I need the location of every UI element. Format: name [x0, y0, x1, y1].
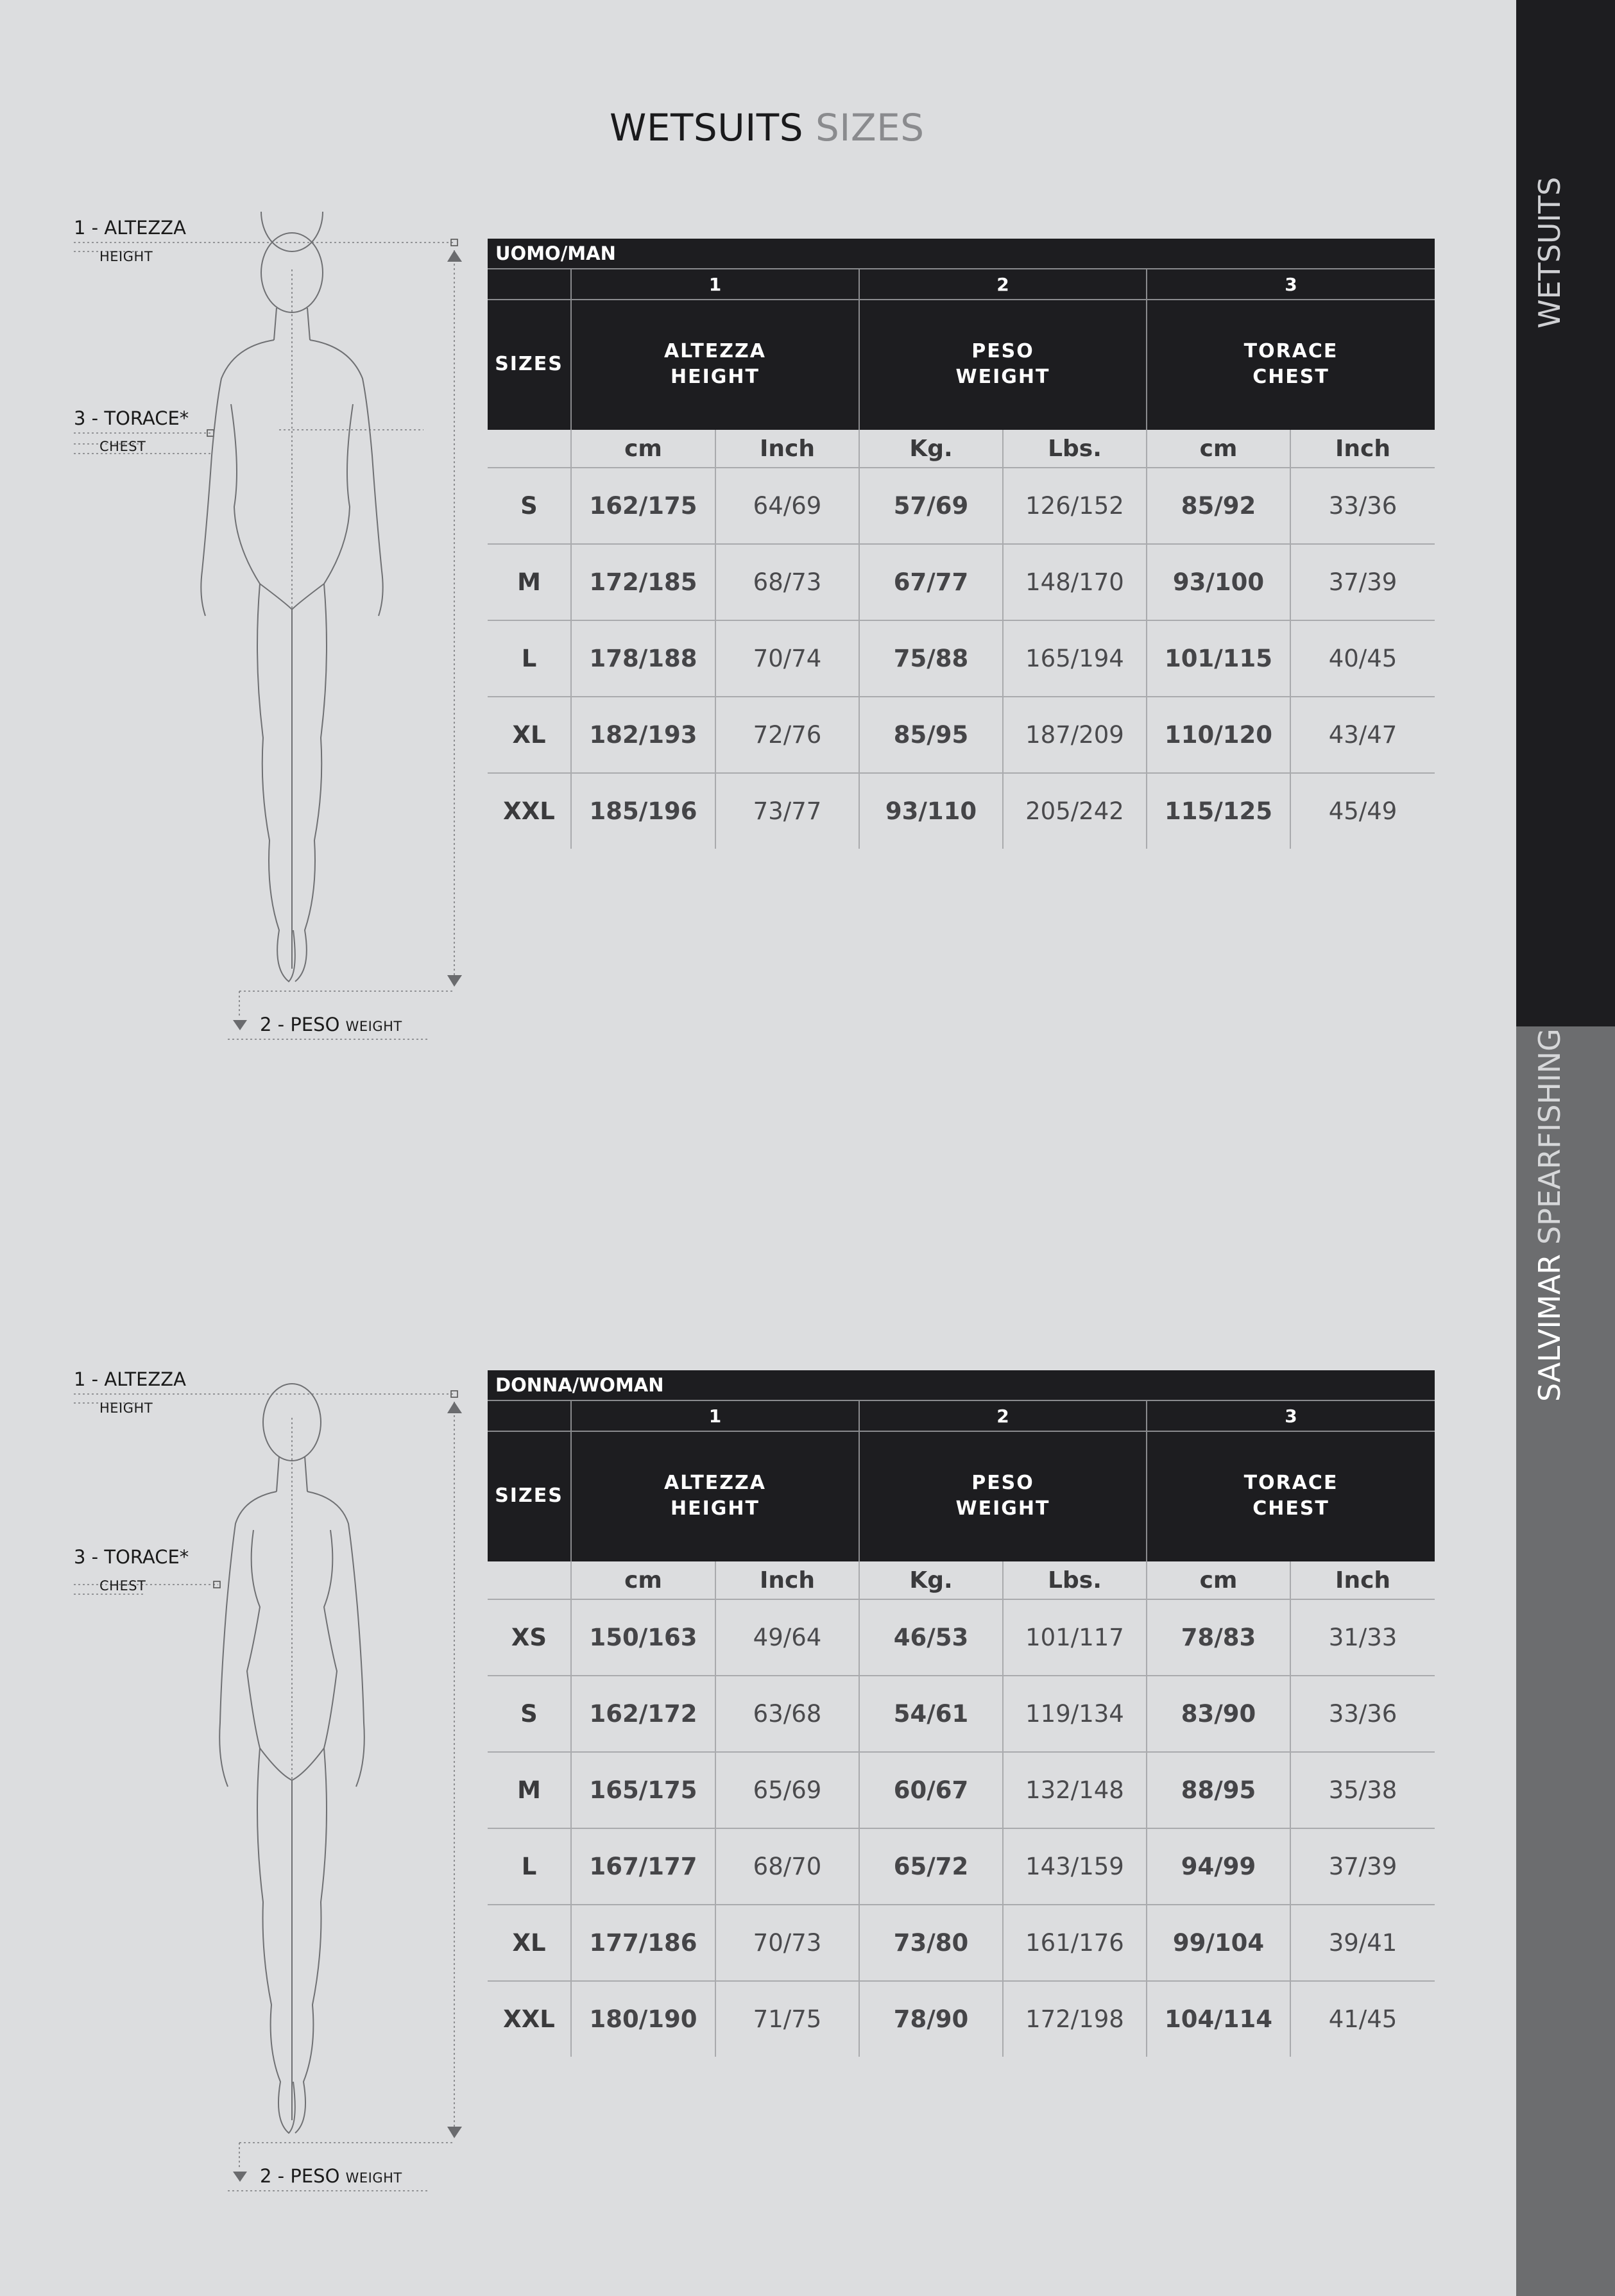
- weight-kg-cell: 54/61: [859, 1676, 1003, 1752]
- weight-kg-cell: 60/67: [859, 1752, 1003, 1828]
- sidebar-top-band: [1516, 0, 1615, 1026]
- weight-label-en: WEIGHT: [345, 1019, 402, 1034]
- weight-kg-cell: 85/95: [859, 697, 1003, 773]
- chest-sublabel: CHEST: [99, 1578, 146, 1594]
- chest-inch-cell: 33/36: [1290, 468, 1435, 544]
- col-number-3: 3: [1147, 269, 1435, 300]
- size-cell: S: [488, 1676, 571, 1752]
- height-inch-cell: 70/74: [715, 620, 859, 697]
- weight-header-it: PESO: [971, 340, 1034, 362]
- chest-header: [1147, 1431, 1435, 1561]
- sidebar-brand-label: [1532, 1028, 1567, 1402]
- man-figure: [67, 212, 472, 1046]
- height-header-en: HEIGHT: [671, 366, 760, 388]
- size-cell: XXL: [503, 2005, 555, 2033]
- weight-header: [859, 300, 1147, 429]
- table-row: [488, 620, 1435, 697]
- chest-cm-cell: 101/115: [1147, 620, 1290, 697]
- chest-cm-cell: 104/114: [1147, 1981, 1290, 2057]
- height-cm-cell: 172/185: [571, 544, 715, 620]
- weight-header: [859, 1431, 1147, 1561]
- sizes-header: SIZES: [488, 300, 571, 429]
- height-cm-cell: 180/190: [571, 1981, 715, 2057]
- chest-inch-cell: 45/49: [1290, 773, 1435, 849]
- chest-cm-cell: 110/120: [1147, 697, 1290, 773]
- unit-spacer: [488, 1561, 571, 1599]
- unit-cm: cm: [1147, 1561, 1290, 1599]
- weight-lbs-cell: 126/152: [1003, 468, 1147, 544]
- weight-lbs-cell: 119/134: [1003, 1676, 1147, 1752]
- height-inch-cell: 63/68: [715, 1676, 859, 1752]
- height-label: 1 - ALTEZZA: [74, 1368, 186, 1390]
- unit-inch: Inch: [1290, 429, 1435, 468]
- sidebar-section-label: WETSUITS: [1532, 176, 1567, 328]
- weight-label-en: WEIGHT: [345, 2170, 402, 2186]
- size-cell: S: [488, 468, 571, 544]
- unit-lbs: Lbs.: [1003, 1561, 1147, 1599]
- unit-inch: Inch: [715, 429, 859, 468]
- man-size-table: [488, 239, 1435, 849]
- woman-figure: [67, 1363, 472, 2197]
- weight-kg-cell: 93/110: [859, 773, 1003, 849]
- chest-header-it: TORACE: [1243, 340, 1338, 362]
- chest-sublabel: CHEST: [99, 439, 146, 454]
- chest-label: 3 - TORACE*: [74, 407, 189, 429]
- size-cell: L: [488, 620, 571, 697]
- height-header-it: ALTEZZA: [663, 340, 767, 362]
- weight-kg-cell: 67/77: [859, 544, 1003, 620]
- chest-inch-cell: 33/36: [1290, 1676, 1435, 1752]
- col-number-3: 3: [1147, 1400, 1435, 1431]
- chest-cm-cell: 115/125: [1147, 773, 1290, 849]
- weight-lbs-cell: 101/117: [1003, 1599, 1147, 1676]
- weight-kg-cell: 78/90: [859, 1981, 1003, 2057]
- chest-inch-cell: 35/38: [1290, 1752, 1435, 1828]
- table-row: [488, 1676, 1435, 1752]
- weight-label-it: 2 - PESO: [260, 1014, 340, 1035]
- woman-size-table: [488, 1370, 1435, 2057]
- height-cm-cell: 178/188: [571, 620, 715, 697]
- sizes-header: SIZES: [488, 1431, 571, 1561]
- table-row: [488, 1828, 1435, 1905]
- table-row: [488, 468, 1435, 544]
- weight-lbs-cell: 143/159: [1003, 1828, 1147, 1905]
- weight-lbs-cell: 187/209: [1003, 697, 1147, 773]
- chest-inch-cell: 37/39: [1290, 1828, 1435, 1905]
- height-cm-cell: 165/175: [571, 1752, 715, 1828]
- chest-cm-cell: 99/104: [1147, 1905, 1290, 1981]
- height-inch-cell: 68/73: [715, 544, 859, 620]
- weight-lbs-cell: 132/148: [1003, 1752, 1147, 1828]
- col-number-1: 1: [571, 269, 859, 300]
- weight-header-en: WEIGHT: [955, 1497, 1050, 1520]
- unit-lbs: Lbs.: [1003, 429, 1147, 468]
- col-number-2: 2: [859, 269, 1147, 300]
- height-inch-cell: 65/69: [715, 1752, 859, 1828]
- col-number-2: 2: [859, 1400, 1147, 1431]
- height-inch-cell: 73/77: [715, 773, 859, 849]
- man-body-sketch: [67, 212, 472, 1046]
- height-inch-cell: 64/69: [715, 468, 859, 544]
- weight-label-it: 2 - PESO: [260, 2165, 340, 2187]
- weight-header-en: WEIGHT: [955, 366, 1050, 388]
- height-cm-cell: 167/177: [571, 1828, 715, 1905]
- size-cell: XL: [488, 1905, 571, 1981]
- chest-cm-cell: 94/99: [1147, 1828, 1290, 1905]
- weight-lbs-cell: 161/176: [1003, 1905, 1147, 1981]
- unit-inch: Inch: [1290, 1561, 1435, 1599]
- height-header-en: HEIGHT: [671, 1497, 760, 1520]
- height-sublabel: HEIGHT: [99, 249, 153, 264]
- brand-section: SPEARFISHING: [1532, 1028, 1567, 1245]
- table-title: DONNA/WOMAN: [488, 1370, 1435, 1400]
- chest-inch-cell: 41/45: [1290, 1981, 1435, 2057]
- chest-cm-cell: 83/90: [1147, 1676, 1290, 1752]
- height-inch-cell: 70/73: [715, 1905, 859, 1981]
- chest-header-en: CHEST: [1252, 1497, 1329, 1520]
- table-row: [488, 1905, 1435, 1981]
- height-header: [571, 300, 859, 429]
- col-spacer: [488, 1400, 571, 1431]
- weight-kg-cell: 75/88: [859, 620, 1003, 697]
- height-inch-cell: 68/70: [715, 1828, 859, 1905]
- table-row: [488, 544, 1435, 620]
- size-cell: M: [488, 1752, 571, 1828]
- height-cm-cell: 182/193: [571, 697, 715, 773]
- weight-kg-cell: 46/53: [859, 1599, 1003, 1676]
- chest-inch-cell: 39/41: [1290, 1905, 1435, 1981]
- height-cm-cell: 177/186: [571, 1905, 715, 1981]
- weight-kg-cell: 57/69: [859, 468, 1003, 544]
- col-spacer: [488, 269, 571, 300]
- weight-lbs-cell: 172/198: [1003, 1981, 1147, 2057]
- table-row: [488, 1981, 1435, 2057]
- size-cell: XL: [488, 697, 571, 773]
- height-label: 1 - ALTEZZA: [74, 217, 186, 239]
- unit-cm: cm: [571, 429, 715, 468]
- unit-spacer: [488, 429, 571, 468]
- chest-inch-cell: 31/33: [1290, 1599, 1435, 1676]
- weight-lbs-cell: 148/170: [1003, 544, 1147, 620]
- weight-label: [260, 2165, 402, 2187]
- weight-label: [260, 1014, 402, 1035]
- height-cm-cell: 150/163: [571, 1599, 715, 1676]
- height-cm-cell: 185/196: [571, 773, 715, 849]
- title-accent: SIZES: [815, 106, 925, 149]
- size-cell: XXL: [503, 797, 555, 825]
- height-sublabel: HEIGHT: [99, 1400, 153, 1416]
- height-cm-cell: 162/172: [571, 1676, 715, 1752]
- height-header: [571, 1431, 859, 1561]
- chest-cm-cell: 85/92: [1147, 468, 1290, 544]
- woman-body-sketch: [67, 1363, 472, 2197]
- chest-header-en: CHEST: [1252, 366, 1329, 388]
- chest-header: [1147, 300, 1435, 429]
- height-header-it: ALTEZZA: [663, 1472, 767, 1494]
- col-number-1: 1: [571, 1400, 859, 1431]
- brand-name: SALVIMAR: [1532, 1254, 1567, 1402]
- title-main: WETSUITS: [610, 106, 804, 149]
- chest-cm-cell: 88/95: [1147, 1752, 1290, 1828]
- table-row: [488, 773, 1435, 849]
- unit-kg: Kg.: [859, 1561, 1003, 1599]
- weight-kg-cell: 65/72: [859, 1828, 1003, 1905]
- weight-kg-cell: 73/80: [859, 1905, 1003, 1981]
- weight-lbs-cell: 165/194: [1003, 620, 1147, 697]
- chest-header-it: TORACE: [1243, 1472, 1338, 1494]
- chest-inch-cell: 37/39: [1290, 544, 1435, 620]
- height-inch-cell: 72/76: [715, 697, 859, 773]
- height-cm-cell: 162/175: [571, 468, 715, 544]
- weight-header-it: PESO: [971, 1472, 1034, 1494]
- unit-inch: Inch: [715, 1561, 859, 1599]
- chest-cm-cell: 93/100: [1147, 544, 1290, 620]
- table-row: [488, 1752, 1435, 1828]
- chest-cm-cell: 78/83: [1147, 1599, 1290, 1676]
- chest-label: 3 - TORACE*: [74, 1546, 189, 1568]
- size-cell: M: [488, 544, 571, 620]
- weight-lbs-cell: 205/242: [1003, 773, 1147, 849]
- unit-kg: Kg.: [859, 429, 1003, 468]
- chest-inch-cell: 40/45: [1290, 620, 1435, 697]
- height-inch-cell: 71/75: [715, 1981, 859, 2057]
- table-row: [488, 1599, 1435, 1676]
- size-cell: L: [488, 1828, 571, 1905]
- unit-cm: cm: [571, 1561, 715, 1599]
- chest-inch-cell: 43/47: [1290, 697, 1435, 773]
- page-title: [610, 106, 925, 149]
- size-cell: XS: [488, 1599, 571, 1676]
- height-inch-cell: 49/64: [715, 1599, 859, 1676]
- unit-cm: cm: [1147, 429, 1290, 468]
- table-row: [488, 697, 1435, 773]
- table-title: UOMO/MAN: [488, 239, 1435, 269]
